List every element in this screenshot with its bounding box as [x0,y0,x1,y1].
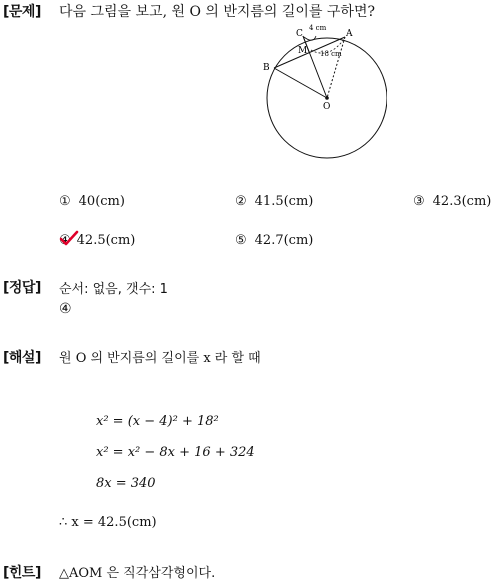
choice-4-number: ④ [59,233,71,248]
choice-2-text: 41.5(cm) [254,194,314,209]
explanation-intro: 원 O 의 반지름의 길이를 x 라 할 때 [59,351,261,366]
checkmark-icon [59,230,79,246]
choice-2[interactable] [235,194,313,209]
hint-text: △AOM 은 직각삼각형이다. [59,566,216,581]
choice-3[interactable] [413,194,491,209]
length-4cm-label: 4 cm [309,24,327,32]
choice-3-text: 42.3(cm) [432,194,492,209]
choice-5-number: ⑤ [235,233,247,248]
explanation-label: [해설] [3,350,41,366]
choice-4-text: 42.5(cm) [76,233,136,248]
choice-2-number: ② [235,194,247,209]
equation-2: x² = x² − 8x + 16 + 324 [96,445,255,460]
answer-line: 순서: 없음, 갯수: 1 [59,282,168,297]
hint-label: [힌트] [3,565,41,581]
point-a-label: A [346,29,353,39]
line-ao [327,37,345,98]
choice-3-number: ③ [413,194,425,209]
equation-1: x² = (x − 4)² + 18² [96,414,219,429]
conclusion: ∴ x = 42.5(cm) [59,515,157,530]
answer-label: [정답] [3,280,41,296]
answer-value: ④ [59,301,72,317]
circle-figure [257,20,387,160]
choice-1-number: ① [59,194,71,209]
point-o-label: O [323,102,331,112]
equation-3: 8x = 340 [96,476,156,491]
point-b-label: B [263,63,270,73]
choice-5[interactable] [235,233,313,248]
point-m-label: M [298,46,308,56]
choice-1-text: 40(cm) [78,194,125,209]
length-18cm-label: 18 cm [320,50,342,58]
problem-label: [문제] [3,4,41,20]
choice-1[interactable] [59,194,125,209]
question-text: 다음 그림을 보고, 원 O 의 반지름의 길이를 구하면? [59,4,375,20]
point-c-label: C [296,29,303,39]
center-point [325,96,329,100]
line-bo [274,68,327,98]
choice-5-text: 42.7(cm) [254,233,314,248]
